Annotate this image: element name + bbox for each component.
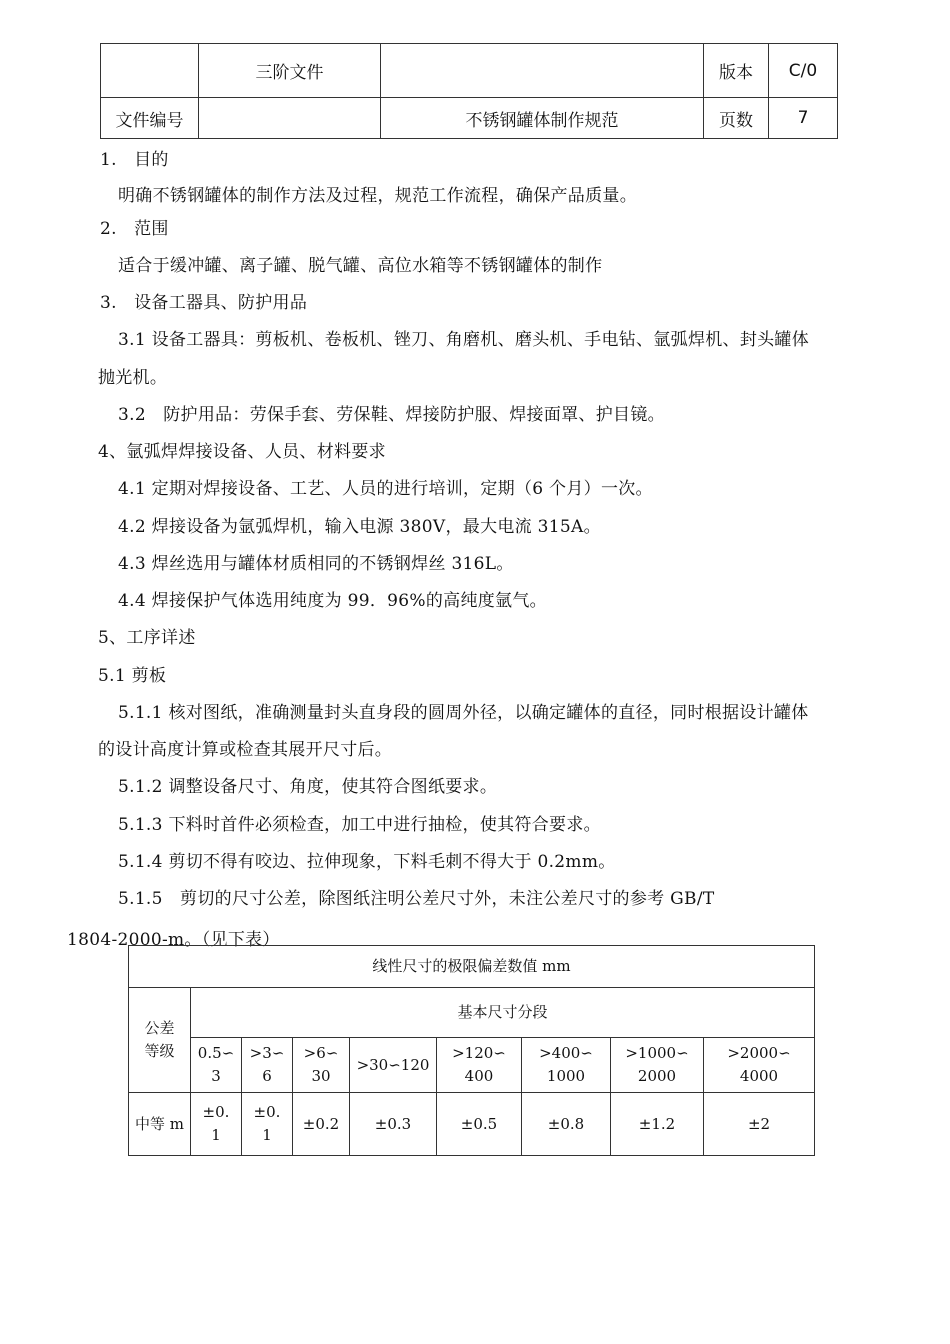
size-range-cell: >6∽ 30 [293,1038,350,1093]
paragraph-line: 5.1.2 调整设备尺寸、角度，使其符合图纸要求。 [118,777,498,797]
size-range-cell: >1000∽ 2000 [611,1038,704,1093]
paragraph-line: 明确不锈钢罐体的制作方法及过程，规范工作流程，确保产品质量。 [118,186,637,206]
section-heading: 5、工序详述 [98,628,196,648]
size-range-cell: >2000∽ 4000 [704,1038,815,1093]
tolerance-value-cell: ±2 [704,1093,815,1156]
document-title: 不锈钢罐体制作规范 [381,98,704,139]
header-blank-cell [381,44,704,98]
paragraph-line: 4.2 焊接设备为氩弧焊机，输入电源 380V，最大电流 315A。 [118,517,601,537]
size-range-cell: >3∽ 6 [242,1038,293,1093]
paragraph-line: 5.1.3 下料时首件必须检查，加工中进行抽检，使其符合要求。 [118,815,601,835]
tolerance-value-cell: ±0.5 [437,1093,522,1156]
paragraph-line: 适合于缓冲罐、离子罐、脱气罐、高位水箱等不锈钢罐体的制作 [118,256,603,276]
document-header-table [100,43,838,139]
tolerance-value-cell: ±0.8 [522,1093,611,1156]
tolerance-value-cell: ±0.3 [350,1093,437,1156]
section-heading: 4、氩弧焊焊接设备、人员、材料要求 [98,442,386,462]
paragraph-line: 3.2 防护用品：劳保手套、劳保鞋、焊接防护服、焊接面罩、护目镜。 [118,405,665,425]
grade-medium-label: 中等 m [129,1093,191,1156]
doc-number-value [199,98,381,139]
paragraph-line: 4.3 焊丝选用与罐体材质相同的不锈钢焊丝 316L。 [118,554,514,574]
paragraph-line: 4.1 定期对焊接设备、工艺、人员的进行培训，定期（6 个月）一次。 [118,479,653,499]
size-range-cell: >30∽120 [350,1038,437,1093]
doc-number-label: 文件编号 [101,98,199,139]
size-range-cell: >400∽ 1000 [522,1038,611,1093]
paragraph-line: 3.1 设备工器具：剪板机、卷板机、锉刀、角磨机、磨头机、手电钻、氩弧焊机、封头罐体 [118,330,810,350]
section-heading: 2. 范围 [100,219,169,239]
tolerance-value-cell: ±1.2 [611,1093,704,1156]
page-count-label: 页数 [704,98,769,139]
tolerance-value-cell: ±0.2 [293,1093,350,1156]
tolerance-grade-header: 公差 等级 [129,988,191,1093]
paragraph-line: 5.1.1 核对图纸，准确测量封头直身段的圆周外径，以确定罐体的直径，同时根据设计罐体 [118,703,809,723]
header-blank-cell [101,44,199,98]
version-value: C/0 [769,44,838,98]
paragraph-line: 1804-2000-m。（见下表） [67,930,280,950]
tolerance-value-cell: ±0. 1 [242,1093,293,1156]
document-level: 三阶文件 [199,44,381,98]
version-label: 版本 [704,44,769,98]
subsection-heading: 5.1 剪板 [98,666,167,686]
paragraph-line: 的设计高度计算或检查其展开尺寸后。 [98,740,393,760]
size-range-cell: 0.5∽ 3 [191,1038,242,1093]
paragraph-line: 抛光机。 [98,368,168,388]
basic-size-header: 基本尺寸分段 [191,988,815,1038]
section-heading: 1. 目的 [100,150,169,170]
section-heading: 3. 设备工器具、防护用品 [100,293,308,313]
size-range-cell: >120∽ 400 [437,1038,522,1093]
paragraph-line: 4.4 焊接保护气体选用纯度为 99．96%的高纯度氩气。 [118,591,547,611]
tolerance-table-title: 线性尺寸的极限偏差数值 mm [129,946,815,988]
paragraph-line: 5.1.5 剪切的尺寸公差，除图纸注明公差尺寸外，未注公差尺寸的参考 GB/T [118,889,715,909]
tolerance-table [128,945,815,1156]
paragraph-line: 5.1.4 剪切不得有咬边、拉伸现象，下料毛刺不得大于 0.2mm。 [118,852,616,872]
tolerance-value-cell: ±0. 1 [191,1093,242,1156]
page-count-value: 7 [769,98,838,139]
